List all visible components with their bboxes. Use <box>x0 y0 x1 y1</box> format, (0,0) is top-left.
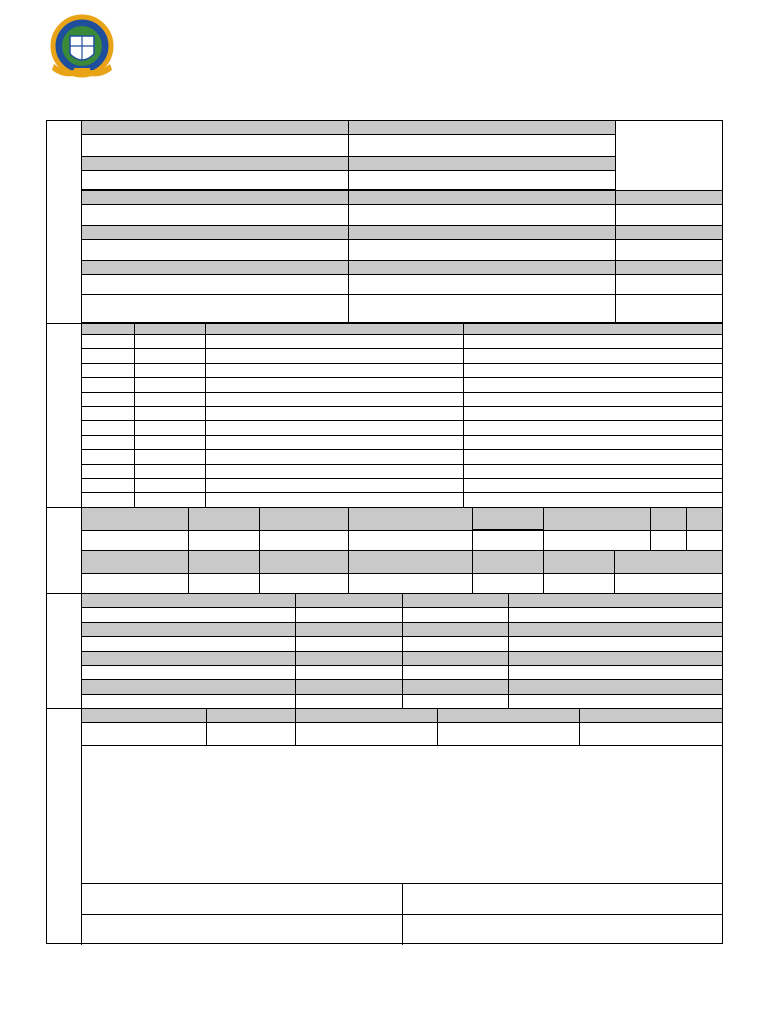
signature-box[interactable] <box>82 915 403 945</box>
table-cell[interactable] <box>135 349 206 364</box>
row-label-band <box>82 594 296 608</box>
table-cell[interactable] <box>82 436 135 450</box>
table-cell[interactable] <box>135 421 206 436</box>
field-label <box>82 157 349 171</box>
field-label <box>260 551 349 574</box>
section-side-label <box>47 508 82 594</box>
form-frame <box>46 120 723 944</box>
remarks-box[interactable] <box>82 746 722 884</box>
table-cell[interactable] <box>296 608 403 623</box>
field-label <box>438 709 580 723</box>
table-cell[interactable] <box>509 695 722 709</box>
row-label-band <box>509 652 722 666</box>
field-value[interactable] <box>349 240 616 261</box>
table-cell[interactable] <box>135 450 206 465</box>
field-value[interactable] <box>82 240 349 261</box>
table-cell[interactable] <box>135 436 206 450</box>
field-label <box>82 121 349 135</box>
table-cell[interactable] <box>135 407 206 421</box>
table-cell[interactable] <box>296 666 403 680</box>
field-label <box>82 709 207 723</box>
table-cell[interactable] <box>403 637 509 652</box>
table-cell[interactable] <box>403 608 509 623</box>
field-label <box>687 508 722 531</box>
field-label <box>349 551 473 574</box>
field-value[interactable] <box>260 574 349 594</box>
table-cell[interactable] <box>464 349 722 364</box>
table-cell[interactable] <box>82 378 135 393</box>
table-cell[interactable] <box>82 666 296 680</box>
row-label-band <box>82 623 296 637</box>
field-label <box>473 508 544 531</box>
section-side-label <box>47 594 82 709</box>
field-value[interactable] <box>189 574 260 594</box>
table-cell[interactable] <box>206 436 464 450</box>
table-cell[interactable] <box>135 378 206 393</box>
table-cell[interactable] <box>464 479 722 493</box>
field-value[interactable] <box>82 531 189 551</box>
field-value[interactable] <box>616 205 722 226</box>
field-label <box>651 508 687 531</box>
section-list-table <box>47 323 722 508</box>
row-label-band <box>82 652 296 666</box>
field-label <box>82 261 349 275</box>
field-value[interactable] <box>616 240 722 261</box>
field-value[interactable] <box>349 171 616 191</box>
table-cell[interactable] <box>206 335 464 349</box>
table-cell[interactable] <box>464 493 722 508</box>
table-cell[interactable] <box>82 407 135 421</box>
field-label <box>82 508 189 531</box>
table-cell[interactable] <box>509 608 722 623</box>
field-value[interactable] <box>82 295 349 323</box>
signature-box[interactable] <box>403 915 722 945</box>
table-cell[interactable] <box>206 378 464 393</box>
row-label-band <box>403 623 509 637</box>
table-cell[interactable] <box>464 378 722 393</box>
field-label <box>349 508 473 531</box>
table-cell[interactable] <box>135 335 206 349</box>
field-value[interactable] <box>349 295 616 323</box>
table-cell[interactable] <box>206 479 464 493</box>
row-label-band <box>509 594 722 608</box>
signature-box[interactable] <box>82 884 403 915</box>
row-label-band <box>509 623 722 637</box>
field-label <box>82 226 349 240</box>
field-value[interactable] <box>616 275 722 295</box>
table-cell[interactable] <box>82 493 135 508</box>
field-label <box>260 508 349 531</box>
field-value[interactable] <box>616 295 722 323</box>
table-cell[interactable] <box>82 364 135 378</box>
field-label <box>580 709 722 723</box>
field-value[interactable] <box>651 531 687 551</box>
row-label-band <box>509 680 722 695</box>
table-cell[interactable] <box>82 695 296 709</box>
field-value[interactable] <box>349 531 473 551</box>
table-cell[interactable] <box>464 450 722 465</box>
field-label <box>616 226 722 240</box>
section-summary-table <box>47 593 722 709</box>
row-label-band <box>403 652 509 666</box>
field-label <box>615 551 722 574</box>
table-cell[interactable] <box>206 364 464 378</box>
field-value[interactable] <box>349 574 473 594</box>
section-side-label <box>47 324 82 508</box>
field-label <box>544 551 615 574</box>
table-cell[interactable] <box>82 608 296 623</box>
field-label <box>349 191 616 205</box>
field-value[interactable] <box>349 275 616 295</box>
table-cell[interactable] <box>206 465 464 479</box>
column-header <box>464 324 722 335</box>
signature-box[interactable] <box>403 884 722 915</box>
table-cell[interactable] <box>135 479 206 493</box>
table-cell[interactable] <box>296 695 403 709</box>
table-cell[interactable] <box>82 479 135 493</box>
field-label <box>473 551 544 574</box>
table-cell[interactable] <box>464 421 722 436</box>
field-value[interactable] <box>260 531 349 551</box>
table-cell[interactable] <box>403 695 509 709</box>
table-cell[interactable] <box>82 450 135 465</box>
table-cell[interactable] <box>82 349 135 364</box>
table-cell[interactable] <box>82 335 135 349</box>
table-cell[interactable] <box>206 407 464 421</box>
table-cell[interactable] <box>509 666 722 680</box>
field-value[interactable] <box>189 531 260 551</box>
section-remarks-signatures <box>47 708 722 945</box>
table-cell[interactable] <box>464 436 722 450</box>
table-cell[interactable] <box>509 637 722 652</box>
row-label-band <box>403 680 509 695</box>
column-header <box>82 324 135 335</box>
field-label <box>616 261 722 275</box>
row-label-band <box>403 594 509 608</box>
photo-box <box>616 121 722 191</box>
field-value[interactable] <box>544 574 615 594</box>
table-cell[interactable] <box>464 364 722 378</box>
field-label <box>82 191 349 205</box>
table-cell[interactable] <box>464 407 722 421</box>
table-cell[interactable] <box>206 393 464 407</box>
section-side-label <box>47 709 82 945</box>
field-value[interactable] <box>82 205 349 226</box>
table-cell[interactable] <box>82 637 296 652</box>
field-value[interactable] <box>82 723 207 746</box>
field-label <box>349 121 616 135</box>
field-value[interactable] <box>473 531 544 551</box>
column-header <box>135 324 206 335</box>
field-value[interactable] <box>615 574 722 594</box>
field-value[interactable] <box>82 574 189 594</box>
table-cell[interactable] <box>464 465 722 479</box>
field-value[interactable] <box>82 135 349 157</box>
field-value[interactable] <box>473 574 544 594</box>
field-value[interactable] <box>349 205 616 226</box>
table-cell[interactable] <box>206 421 464 436</box>
field-label <box>207 709 296 723</box>
table-cell[interactable] <box>403 666 509 680</box>
table-cell[interactable] <box>206 349 464 364</box>
section-detail-grid <box>47 507 722 594</box>
field-value[interactable] <box>82 171 349 191</box>
table-cell[interactable] <box>206 450 464 465</box>
table-cell[interactable] <box>464 393 722 407</box>
field-label <box>82 551 189 574</box>
field-value[interactable] <box>438 723 580 746</box>
section-side-label <box>47 121 82 323</box>
row-label-band <box>82 680 296 695</box>
section-header-info <box>47 121 722 323</box>
field-label <box>189 508 260 531</box>
table-cell[interactable] <box>464 335 722 349</box>
field-label <box>349 226 616 240</box>
table-cell[interactable] <box>82 421 135 436</box>
row-label-band <box>296 680 403 695</box>
row-label-band <box>296 594 403 608</box>
table-cell[interactable] <box>82 465 135 479</box>
field-value[interactable] <box>207 723 296 746</box>
field-value[interactable] <box>687 531 722 551</box>
field-value[interactable] <box>82 275 349 295</box>
field-label <box>349 261 616 275</box>
field-label <box>544 508 651 531</box>
school-crest-icon <box>50 14 114 84</box>
field-label <box>349 157 616 171</box>
row-label-band <box>296 623 403 637</box>
table-cell[interactable] <box>82 393 135 407</box>
table-cell[interactable] <box>206 493 464 508</box>
field-value[interactable] <box>296 723 438 746</box>
table-cell[interactable] <box>135 364 206 378</box>
table-cell[interactable] <box>135 493 206 508</box>
field-label <box>616 191 722 205</box>
table-cell[interactable] <box>135 465 206 479</box>
field-value[interactable] <box>580 723 722 746</box>
column-header <box>206 324 464 335</box>
field-label <box>296 709 438 723</box>
field-label <box>189 551 260 574</box>
table-cell[interactable] <box>135 393 206 407</box>
table-cell[interactable] <box>296 637 403 652</box>
field-value[interactable] <box>544 531 651 551</box>
field-value[interactable] <box>349 135 616 157</box>
row-label-band <box>296 652 403 666</box>
